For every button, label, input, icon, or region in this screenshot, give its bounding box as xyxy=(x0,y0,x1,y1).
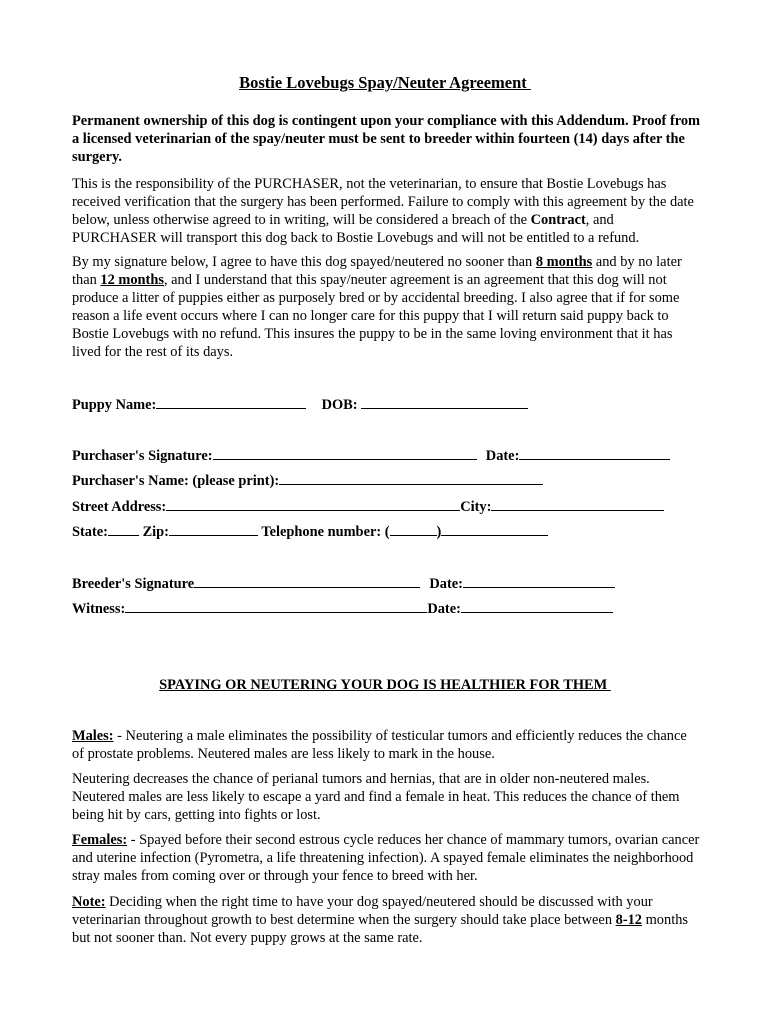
telephone-close-paren: ) xyxy=(436,524,442,540)
health-heading: SPAYING OR NEUTERING YOUR DOG IS HEALTHIER FOR THEM xyxy=(159,677,611,693)
signature-agreement-paragraph: By my signature below, I agree to have this dog spayed/neutered no sooner than 8 months and by no later than 12 months, and I understand that this spay/neuter agreement is an agreement that this dog will not produce a litter of puppies either as purposely bred or by accidental breeding. I also agree that if for some reason a life event occurs where I can no longer care for this puppy that I will return said puppy back to Bostie Lovebugs with no refund. This insures the puppy to be in the same loving environment that it has lived for the rest of its days. xyxy=(72,254,682,360)
witness-row xyxy=(72,599,613,618)
purchaser-date-label: Date: xyxy=(485,448,520,464)
area-code-field[interactable] xyxy=(390,522,437,536)
city-label: City: xyxy=(460,499,492,515)
telephone-field[interactable] xyxy=(441,522,548,536)
responsibility-paragraph: This is the responsibility of the PURCHASER, not the veterinarian, to ensure that Bostie Lovebugs has received verification that the surgery has been performed. Failure to comply with this agreement by the date below, unless otherwise agreed to in writing, will be considered a breach of the Contract, and PURCHASER will transport this dog back to Bostie Lovebugs and will not be entitled to a refund. xyxy=(72,176,694,246)
females-paragraph: Females: - Spayed before their second estrous cycle reduces her chance of mammary tumors, ovarian cancer and uterine infection (Pyrometra, a life threatening infection). A spayed female eliminates the neighborhood stray males from coming over or through your fence to breed with her. xyxy=(72,832,700,884)
puppy-name-label: Puppy Name: xyxy=(72,397,157,413)
males-label: Males: xyxy=(72,728,114,744)
street-address-label: Street Address: xyxy=(72,499,167,515)
puppy-info-row xyxy=(72,395,528,414)
males-paragraph: Males: - Neutering a male eliminates the possibility of testicular tumors and efficiently reduces the chance of prostate problems. Neutered males are less likely to mark in the house. xyxy=(72,728,687,762)
witness-label: Witness: xyxy=(72,601,126,617)
females-label: Females: xyxy=(72,832,128,848)
contract-term: Contract xyxy=(530,212,586,228)
telephone-label: Telephone number: ( xyxy=(261,524,390,540)
neutering-paragraph: Neutering decreases the chance of perianal tumors and hernias, that are in older non-neutered males. Neutered males are less likely to escape a yard and find a female in heat. This reduces the chance of them being hit by cars, getting into fights or lost. xyxy=(72,771,680,823)
city-field[interactable] xyxy=(491,497,664,511)
purchaser-name-row xyxy=(72,471,543,490)
zip-label: Zip: xyxy=(142,524,169,540)
eight-months: 8 months xyxy=(535,254,593,270)
purchaser-name-label: Purchaser's Name: (please print): xyxy=(72,473,280,489)
breeder-signature-label: Breeder's Signature xyxy=(72,576,195,592)
note-label: Note: xyxy=(72,894,106,910)
intro-paragraph: Permanent ownership of this dog is contingent upon your compliance with this Addendum. Proof from a licensed veterinarian of the spay/neuter must be sent to breeder within fourteen (14) days after the surgery. xyxy=(72,113,701,165)
breeder-signature-row xyxy=(72,574,615,593)
breeder-date-field[interactable] xyxy=(463,574,615,588)
purchaser-signature-label: Purchaser's Signature: xyxy=(72,448,213,464)
twelve-months: 12 months xyxy=(100,272,164,288)
state-field[interactable] xyxy=(108,522,139,536)
dob-label: DOB: xyxy=(321,397,362,413)
state-label: State: xyxy=(72,524,108,540)
breeder-signature-field[interactable] xyxy=(194,574,420,588)
dob-field[interactable] xyxy=(361,395,528,409)
breeder-date-label: Date: xyxy=(429,576,463,592)
state-zip-phone-row xyxy=(72,522,548,541)
purchaser-signature-field[interactable] xyxy=(213,446,477,460)
witness-date-label: Date: xyxy=(427,601,461,617)
address-row xyxy=(72,497,664,516)
street-address-field[interactable] xyxy=(166,497,460,511)
document-title: Bostie Lovebugs Spay/Neuter Agreement xyxy=(239,73,531,92)
purchaser-name-field[interactable] xyxy=(279,471,543,485)
note-range: 8-12 xyxy=(615,912,643,928)
purchaser-signature-row xyxy=(72,446,670,465)
puppy-name-field[interactable] xyxy=(156,395,306,409)
witness-date-field[interactable] xyxy=(461,599,613,613)
note-paragraph: Note: Deciding when the right time to have your dog spayed/neutered should be discussed with your veterinarian throughout growth to best determine when the surgery should take place between 8-12 months but not sooner than. Not every puppy grows at the same rate. xyxy=(72,894,688,946)
witness-field[interactable] xyxy=(125,599,427,613)
zip-field[interactable] xyxy=(169,522,258,536)
purchaser-date-field[interactable] xyxy=(519,446,670,460)
